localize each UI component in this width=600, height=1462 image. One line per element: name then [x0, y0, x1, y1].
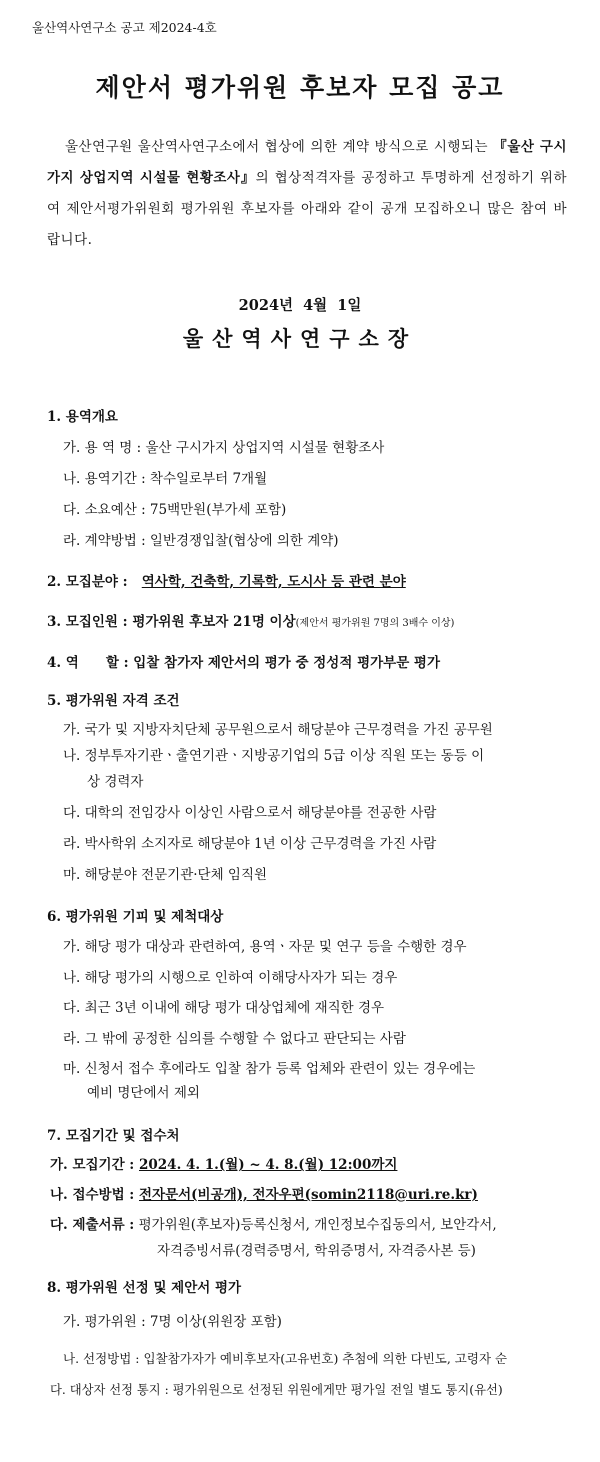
- section-6-heading: 6. 평가위원 기피 및 제척대상: [47, 909, 224, 925]
- section-7-method: [50, 1183, 478, 1203]
- section-7-heading: 7. 모집기간 및 접수처: [47, 1128, 180, 1144]
- section-5-item: 라. 박사학위 소지자로 해당분야 1년 이상 근무경력을 가진 사람: [63, 836, 437, 852]
- section-3-note: (제안서 평가위원 7명의 3배수 이상): [295, 618, 455, 629]
- section-8-heading: 8. 평가위원 선정 및 제안서 평가: [47, 1280, 242, 1296]
- method-label: 나. 접수방법 :: [50, 1187, 135, 1203]
- page-title: 제안서 평가위원 후보자 모집 공고: [95, 73, 505, 102]
- section-5-item: 나. 정부투자기관ㆍ출연기관ㆍ지방공기업의 5급 이상 직원 또는 동등 이: [63, 748, 485, 764]
- period-label: 가. 모집기간 :: [50, 1157, 135, 1173]
- section-8-item: 나. 선정방법 : 입찰참가자가 예비후보자(고유번호) 추첨에 의한 다빈도, 고령자 순: [63, 1351, 508, 1366]
- intro-paragraph: [47, 132, 567, 256]
- section-1-item: 다. 소요예산 : 75백만원(부가세 포함): [63, 502, 287, 518]
- section-8-item: 다. 대상자 선정 통지 : 평가위원으로 선정된 위원에게만 평가일 전일 별도 통지(유선): [50, 1383, 503, 1397]
- section-6-item-continuation: 예비 명단에서 제외: [87, 1085, 200, 1101]
- section-7-period: [50, 1153, 397, 1173]
- section-6-item: 마. 신청서 접수 후에라도 입찰 참가 등록 업체와 관련이 있는 경우에는: [63, 1061, 476, 1077]
- intro-text-part1: 울산연구원 울산역사연구소에서 협상에 의한 계약 방식으로 시행되는: [65, 139, 494, 155]
- announcement-date: 2024년 4월 1일: [238, 297, 362, 314]
- section-6-item: 나. 해당 평가의 시행으로 인하여 이해당사자가 되는 경우: [63, 970, 398, 986]
- docs-line2: 자격증빙서류(경력증명서, 학위증명서, 자격증사본 등): [157, 1243, 476, 1259]
- section-2-heading: 2. 모집분야 :: [47, 574, 128, 590]
- section-5-heading: 5. 평가위원 자격 조건: [47, 693, 180, 709]
- docs-line1: 평가위원(후보자)등록신청서, 개인정보수집동의서, 보안각서,: [138, 1217, 497, 1233]
- section-7-docs: [50, 1213, 497, 1233]
- signer: 울산역사연구소장: [182, 326, 418, 351]
- intro-text-part2: 의 협상적격자를 공정하고 투명하게 선정하기 위하여 제안서평가위원회 평가위원 후보자를 아래와 같이 공개 모집하오니 많은 참여 바랍니다.: [47, 170, 567, 248]
- docs-label: 다. 제출서류 :: [50, 1217, 135, 1233]
- intro-project-name: 『울산 구시가지 상업지역 시설물 현황조사』: [47, 139, 567, 186]
- period-value: 2024. 4. 1.(월) ~ 4. 8.(월) 12:00까지: [139, 1157, 398, 1173]
- section-5-item-continuation: 상 경력자: [87, 774, 144, 790]
- section-2: [47, 570, 406, 590]
- method-value: 전자문서(비공개), 전자우편(somin2118@uri.re.kr): [139, 1187, 478, 1203]
- section-4-heading: 4. 역 할 : 입찰 참가자 제안서의 평가 중 정성적 평가부문 평가: [47, 655, 441, 671]
- section-6-item: 가. 해당 평가 대상과 관련하여, 용역ㆍ자문 및 연구 등을 수행한 경우: [63, 939, 467, 955]
- section-5-item: 다. 대학의 전임강사 이상인 사람으로서 해당분야를 전공한 사람: [63, 805, 437, 821]
- section-1-item: 라. 계약방법 : 일반경쟁입찰(협상에 의한 계약): [63, 533, 339, 549]
- section-3: [47, 610, 454, 630]
- section-5-item: 마. 해당분야 전문기관·단체 임직원: [63, 867, 268, 883]
- section-5-item: 가. 국가 및 지방자치단체 공무원으로서 해당분야 근무경력을 가진 공무원: [63, 722, 493, 738]
- document-number: 울산역사연구소 공고 제2024-4호: [32, 20, 217, 35]
- section-1-heading: 1. 용역개요: [47, 409, 118, 425]
- section-3-heading: 3. 모집인원 : 평가위원 후보자 21명 이상: [47, 614, 296, 630]
- section-1-item: 나. 용역기간 : 착수일로부터 7개월: [63, 471, 268, 487]
- section-6-item: 다. 최근 3년 이내에 해당 평가 대상업체에 재직한 경우: [63, 1000, 385, 1016]
- section-1-item: 가. 용 역 명 : 울산 구시가지 상업지역 시설물 현황조사: [63, 440, 385, 456]
- section-6-item: 라. 그 밖에 공정한 심의를 수행할 수 없다고 판단되는 사람: [63, 1031, 406, 1047]
- section-2-value: 역사학, 건축학, 기록학, 도시사 등 관련 분야: [141, 574, 406, 590]
- section-8-item: 가. 평가위원 : 7명 이상(위원장 포함): [63, 1314, 282, 1330]
